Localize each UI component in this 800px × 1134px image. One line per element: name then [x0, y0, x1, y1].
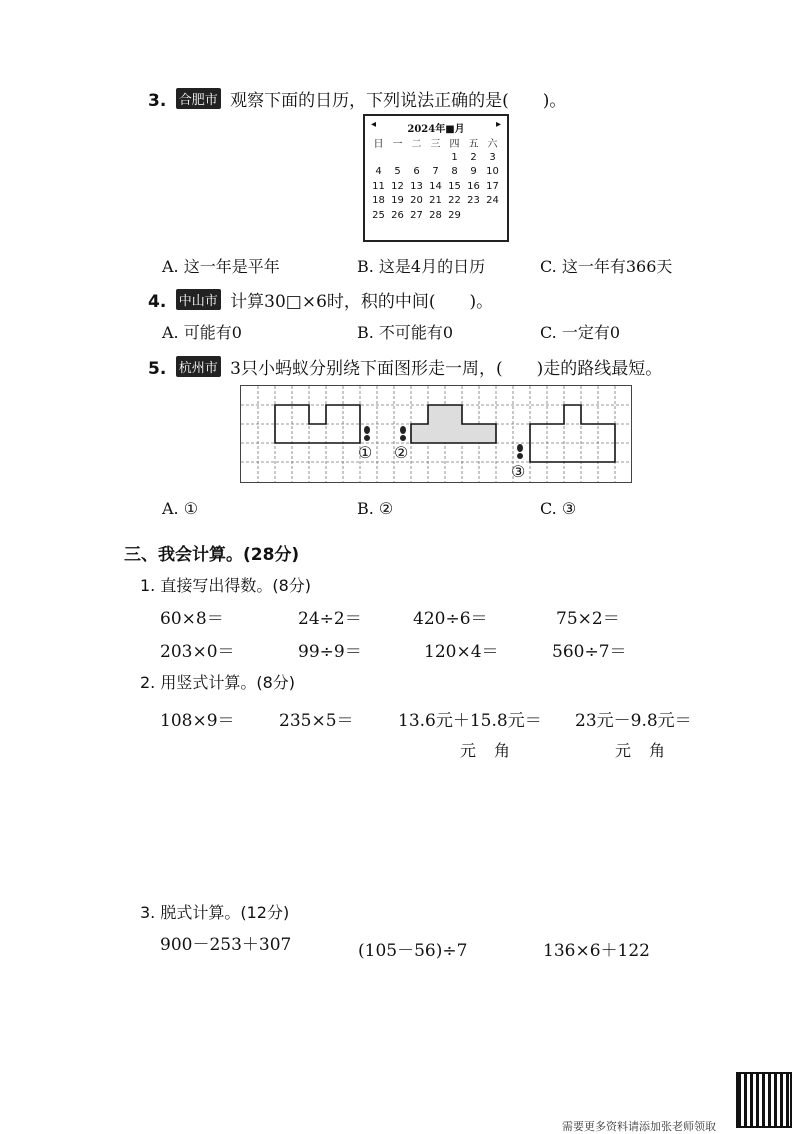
q4-option-a[interactable]: A. 可能有0	[162, 323, 242, 342]
day-cell: 22	[448, 195, 461, 207]
weekday: 二	[411, 139, 422, 150]
q3-text-end: )。	[542, 91, 567, 111]
ant-label-3: ③	[511, 462, 526, 481]
q4-option-b[interactable]: B. 不可能有0	[357, 323, 454, 342]
q4-option-c[interactable]: C. 一定有0	[540, 323, 621, 342]
qr-code-icon[interactable]	[736, 1072, 792, 1128]
day-cell: 9	[470, 166, 477, 178]
day-cell: 28	[429, 209, 442, 221]
unit-yuan-jiao: 元角	[460, 741, 529, 760]
calendar	[363, 114, 509, 242]
oral-calc-item: 60×8＝	[160, 609, 224, 629]
q5-option-b[interactable]: B. ②	[357, 499, 394, 518]
vertical-calc-item: 13.6元＋15.8元＝	[398, 711, 542, 731]
calendar-weekday-row	[369, 135, 502, 150]
q4-region-tag: 中山市	[176, 289, 221, 310]
day-cell: 6	[413, 166, 420, 178]
q3-number: 3.	[148, 91, 167, 111]
day-cell	[483, 208, 502, 223]
day-cell: 2	[470, 151, 477, 163]
day-cell: 11	[372, 180, 385, 192]
oral-calc-item: 120×4＝	[424, 642, 499, 662]
part-1-title: 1. 直接写出得数。(8分)	[140, 576, 312, 595]
q3-stem	[148, 86, 566, 111]
weekday: 日	[373, 139, 384, 150]
calendar-week-row	[369, 179, 502, 194]
oral-calc-item: 99÷9＝	[298, 642, 362, 662]
calendar-week-row	[369, 150, 502, 165]
day-cell: 1	[451, 151, 458, 163]
vertical-calc-item: 235×5＝	[279, 711, 354, 731]
q3-option-c[interactable]: C. 这一年有366天	[540, 257, 673, 276]
day-cell: 3	[489, 151, 496, 163]
weekday: 四	[449, 139, 460, 150]
shape-2	[411, 405, 496, 443]
q3-option-a[interactable]: A. 这一年是平年	[162, 257, 280, 276]
day-cell: 4	[375, 166, 382, 178]
ant-path-grid	[240, 385, 632, 483]
day-cell	[388, 150, 407, 165]
oral-calc-item: 203×0＝	[160, 642, 235, 662]
day-cell: 14	[429, 180, 442, 192]
oral-calc-item: 560÷7＝	[552, 642, 627, 662]
day-cell: 15	[448, 180, 461, 192]
weekday: 一	[392, 139, 403, 150]
q5-text: 3只小蚂蚁分别绕下面图形走一周，(	[230, 359, 503, 379]
vertical-calc-item: 108×9＝	[160, 711, 235, 731]
ant-label-2: ②	[394, 443, 409, 462]
q4-number: 4.	[148, 292, 167, 312]
q5-stem	[148, 354, 662, 379]
q3-text: 观察下面的日历，下列说法正确的是(	[230, 91, 509, 111]
day-cell: 27	[410, 209, 423, 221]
q4-text: 计算30□×6时，积的中间(	[230, 292, 436, 312]
q5-region-tag: 杭州市	[176, 356, 221, 377]
day-cell	[369, 150, 388, 165]
day-cell: 18	[372, 195, 385, 207]
calendar-week-row	[369, 208, 502, 223]
weekday: 三	[430, 139, 441, 150]
vertical-calc-item: 23元－9.8元＝	[575, 711, 692, 731]
ant-label-1: ①	[358, 443, 373, 462]
oral-calc-item: 75×2＝	[556, 609, 620, 629]
day-cell: 20	[410, 195, 423, 207]
section-3-title: 三、我会计算。(28分)	[124, 545, 300, 565]
q3-option-b[interactable]: B. 这是4月的日历	[357, 257, 486, 276]
day-cell: 19	[391, 195, 404, 207]
stepwise-calc-item: 900－253＋307	[160, 935, 292, 955]
calendar-title: 2024年■月	[407, 124, 465, 135]
part-2-title: 2. 用竖式计算。(8分)	[140, 673, 296, 692]
footer-note: 需要更多资料请添加张老师领取	[562, 1120, 716, 1133]
weekday: 五	[468, 139, 479, 150]
day-cell: 16	[467, 180, 480, 192]
day-cell: 5	[394, 166, 401, 178]
stepwise-calc-item: 136×6＋122	[543, 941, 650, 961]
stepwise-calc-item: (105－56)÷7	[358, 941, 468, 961]
day-cell: 12	[391, 180, 404, 192]
oral-calc-item: 420÷6＝	[413, 609, 488, 629]
unit-yuan-jiao: 元角	[615, 741, 684, 760]
day-cell: 29	[448, 209, 461, 221]
day-cell: 23	[467, 195, 480, 207]
q5-option-c[interactable]: C. ③	[540, 499, 577, 518]
day-cell: 13	[410, 180, 423, 192]
q3-region-tag: 合肥市	[176, 88, 221, 109]
day-cell: 24	[486, 195, 499, 207]
calendar-week-row	[369, 165, 502, 180]
calendar-prev-icon: ◂	[371, 119, 377, 130]
day-cell: 10	[486, 166, 499, 178]
calendar-grid	[369, 135, 502, 223]
day-cell: 8	[451, 166, 458, 178]
day-cell	[407, 150, 426, 165]
calendar-week-row	[369, 194, 502, 209]
shape-3	[530, 405, 615, 462]
calendar-next-icon: ▸	[495, 119, 501, 130]
part-3-title: 3. 脱式计算。(12分)	[140, 903, 290, 922]
grid-figure	[241, 386, 631, 482]
day-cell: 21	[429, 195, 442, 207]
day-cell: 17	[486, 180, 499, 192]
day-cell	[426, 150, 445, 165]
q5-option-a[interactable]: A. ①	[162, 499, 199, 518]
weekday: 六	[487, 139, 498, 150]
q4-text-end: )。	[469, 292, 494, 312]
day-cell	[464, 208, 483, 223]
q5-text-end: )走的路线最短。	[536, 359, 663, 379]
day-cell: 25	[372, 209, 385, 221]
day-cell: 7	[432, 166, 439, 178]
q5-number: 5.	[148, 359, 167, 379]
day-cell: 26	[391, 209, 404, 221]
q4-stem	[148, 287, 493, 312]
oral-calc-item: 24÷2＝	[298, 609, 362, 629]
